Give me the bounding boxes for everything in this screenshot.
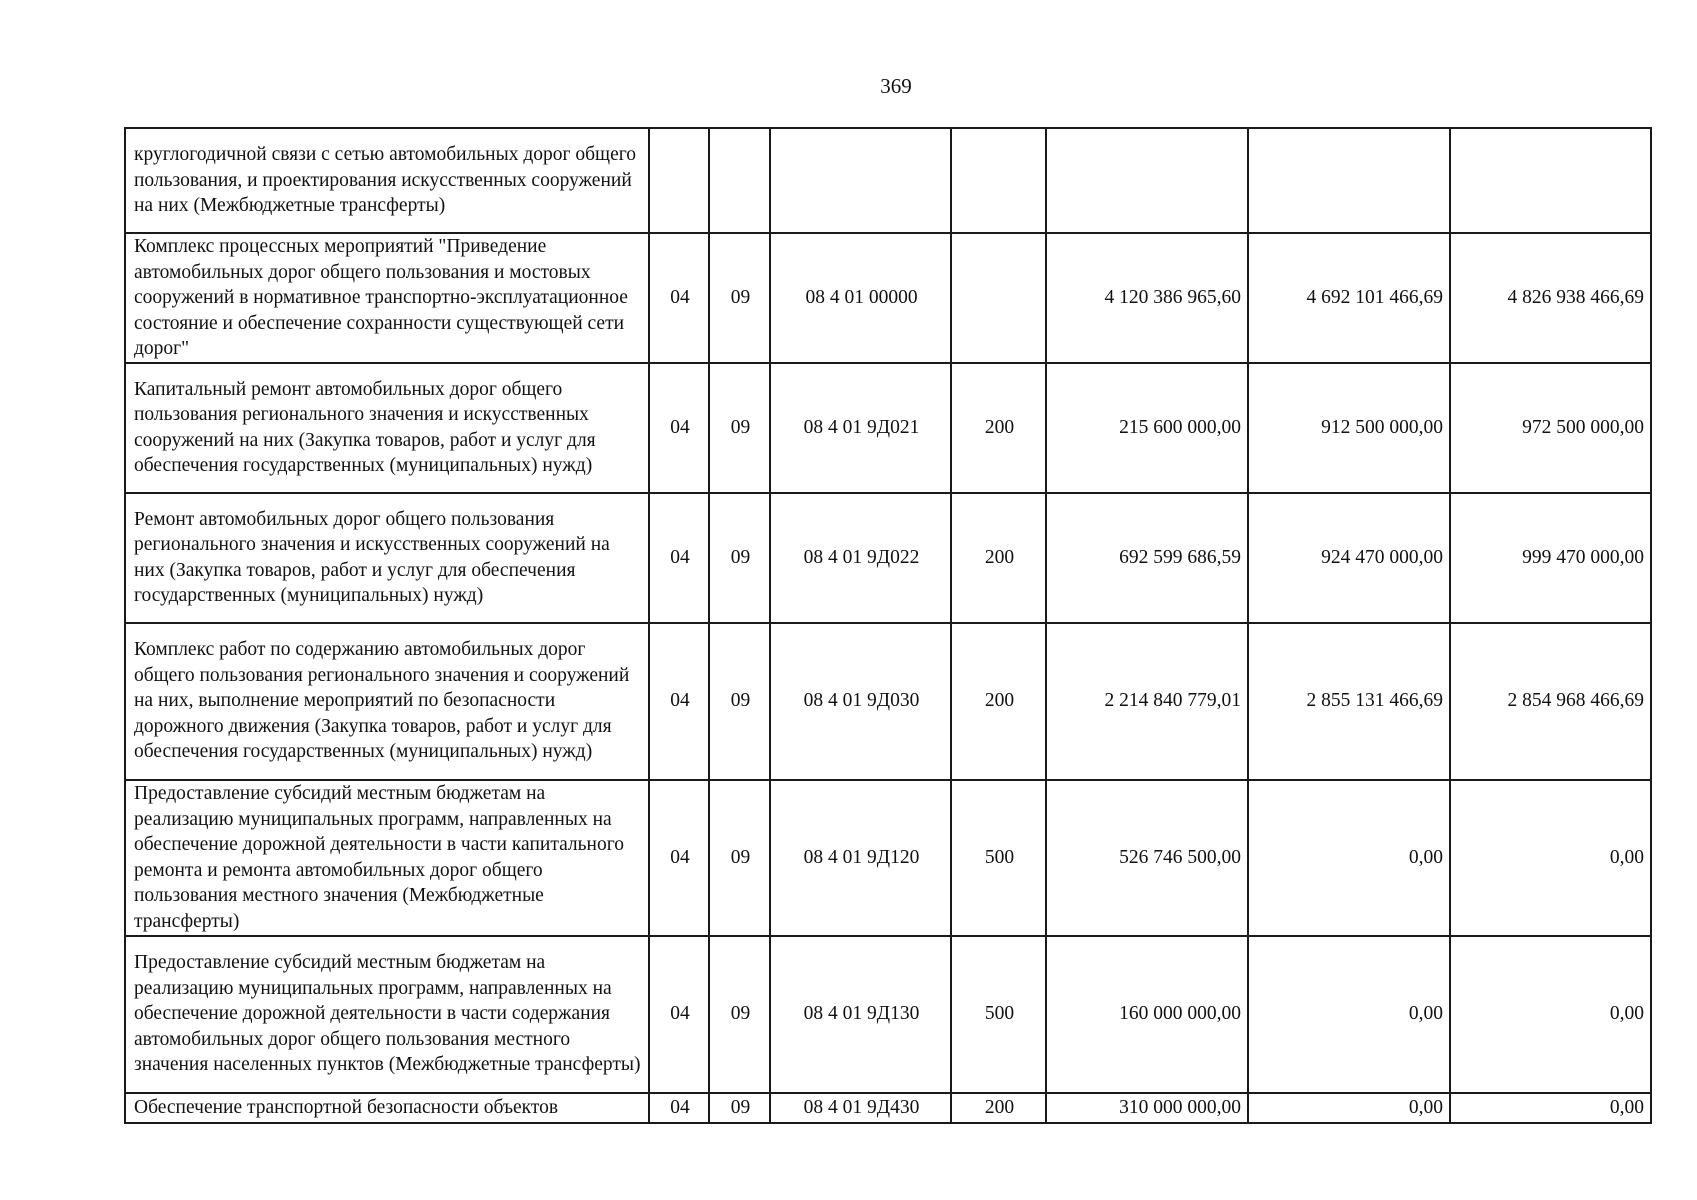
sum-year-3-cell: 972 500 000,00 xyxy=(1450,363,1651,493)
sum-year-2-cell: 0,00 xyxy=(1248,780,1450,936)
section-code-cell: 04 xyxy=(649,233,709,363)
section-code-cell xyxy=(649,128,709,233)
expense-type-cell: 200 xyxy=(951,623,1046,780)
row-name-cell: Ремонт автомобильных дорог общего пользования регионального значения и искусственных сооружений на них (Закупка товаров, работ и услуг для обеспечения государственных (муниципальных) нужд) xyxy=(125,493,649,623)
expense-type-cell xyxy=(951,128,1046,233)
section-code-cell: 04 xyxy=(649,1093,709,1123)
section-code-cell: 04 xyxy=(649,623,709,780)
sum-year-3-cell: 999 470 000,00 xyxy=(1450,493,1651,623)
target-article-cell: 08 4 01 9Д130 xyxy=(770,936,951,1093)
target-article-cell: 08 4 01 9Д430 xyxy=(770,1093,951,1123)
sum-year-2-cell: 4 692 101 466,69 xyxy=(1248,233,1450,363)
sum-year-3-cell: 0,00 xyxy=(1450,1093,1651,1123)
subsection-code-cell: 09 xyxy=(709,936,770,1093)
expense-type-cell: 500 xyxy=(951,936,1046,1093)
section-code-cell: 04 xyxy=(649,363,709,493)
sum-year-2-cell: 0,00 xyxy=(1248,1093,1450,1123)
budget-table xyxy=(124,127,1652,1124)
sum-year-3-cell: 2 854 968 466,69 xyxy=(1450,623,1651,780)
subsection-code-cell: 09 xyxy=(709,233,770,363)
sum-year-3-cell xyxy=(1450,128,1651,233)
table-row xyxy=(125,128,1651,233)
sum-year-3-cell: 0,00 xyxy=(1450,936,1651,1093)
expense-type-cell xyxy=(951,233,1046,363)
table-row xyxy=(125,363,1651,493)
row-name-cell: Предоставление субсидий местным бюджетам на реализацию муниципальных программ, направленных на обеспечение дорожной деятельности в части содержания автомобильных дорог общего пользования местного значения населенных пунктов (Межбюджетные трансферты) xyxy=(125,936,649,1093)
sum-year-2-cell: 2 855 131 466,69 xyxy=(1248,623,1450,780)
table-row xyxy=(125,1093,1651,1123)
sum-year-1-cell: 526 746 500,00 xyxy=(1046,780,1248,936)
sum-year-3-cell: 0,00 xyxy=(1450,780,1651,936)
subsection-code-cell: 09 xyxy=(709,780,770,936)
table-row xyxy=(125,623,1651,780)
subsection-code-cell: 09 xyxy=(709,493,770,623)
table-row xyxy=(125,493,1651,623)
row-name-cell: Комплекс процессных мероприятий "Приведение автомобильных дорог общего пользования и мостовых сооружений в нормативное транспортно-эксплуатационное состояние и обеспечение сохранности существующей сети дорог" xyxy=(125,233,649,363)
row-name-cell: Капитальный ремонт автомобильных дорог общего пользования регионального значения и искусственных сооружений на них (Закупка товаров, работ и услуг для обеспечения государственных (муниципальных) нужд) xyxy=(125,363,649,493)
target-article-cell: 08 4 01 00000 xyxy=(770,233,951,363)
sum-year-2-cell xyxy=(1248,128,1450,233)
sum-year-1-cell xyxy=(1046,128,1248,233)
row-name-cell: Комплекс работ по содержанию автомобильных дорог общего пользования регионального значения и сооружений на них, выполнение мероприятий по безопасности дорожного движения (Закупка товаров, работ и услуг для обеспечения государственных (муниципальных) нужд) xyxy=(125,623,649,780)
table-row xyxy=(125,780,1651,936)
expense-type-cell: 200 xyxy=(951,363,1046,493)
row-name-cell: круглогодичной связи с сетью автомобильных дорог общего пользования, и проектирования искусственных сооружений на них (Межбюджетные трансферты) xyxy=(125,128,649,233)
subsection-code-cell: 09 xyxy=(709,363,770,493)
page-number: 369 xyxy=(880,74,912,98)
sum-year-1-cell: 692 599 686,59 xyxy=(1046,493,1248,623)
target-article-cell xyxy=(770,128,951,233)
target-article-cell: 08 4 01 9Д022 xyxy=(770,493,951,623)
sum-year-3-cell: 4 826 938 466,69 xyxy=(1450,233,1651,363)
table-row xyxy=(125,233,1651,363)
sum-year-2-cell: 924 470 000,00 xyxy=(1248,493,1450,623)
target-article-cell: 08 4 01 9Д120 xyxy=(770,780,951,936)
sum-year-1-cell: 2 214 840 779,01 xyxy=(1046,623,1248,780)
sum-year-1-cell: 310 000 000,00 xyxy=(1046,1093,1248,1123)
sum-year-1-cell: 215 600 000,00 xyxy=(1046,363,1248,493)
row-name-cell: Обеспечение транспортной безопасности объектов xyxy=(125,1093,649,1123)
sum-year-2-cell: 912 500 000,00 xyxy=(1248,363,1450,493)
sum-year-1-cell: 160 000 000,00 xyxy=(1046,936,1248,1093)
sum-year-1-cell: 4 120 386 965,60 xyxy=(1046,233,1248,363)
expense-type-cell: 200 xyxy=(951,493,1046,623)
section-code-cell: 04 xyxy=(649,936,709,1093)
subsection-code-cell: 09 xyxy=(709,1093,770,1123)
expense-type-cell: 200 xyxy=(951,1093,1046,1123)
target-article-cell: 08 4 01 9Д030 xyxy=(770,623,951,780)
subsection-code-cell: 09 xyxy=(709,623,770,780)
section-code-cell: 04 xyxy=(649,493,709,623)
table-row xyxy=(125,936,1651,1093)
row-name-cell: Предоставление субсидий местным бюджетам на реализацию муниципальных программ, направленных на обеспечение дорожной деятельности в части капитального ремонта и ремонта автомобильных дорог общего пользования местного значения (Межбюджетные трансферты) xyxy=(125,780,649,936)
sum-year-2-cell: 0,00 xyxy=(1248,936,1450,1093)
target-article-cell: 08 4 01 9Д021 xyxy=(770,363,951,493)
expense-type-cell: 500 xyxy=(951,780,1046,936)
section-code-cell: 04 xyxy=(649,780,709,936)
subsection-code-cell xyxy=(709,128,770,233)
